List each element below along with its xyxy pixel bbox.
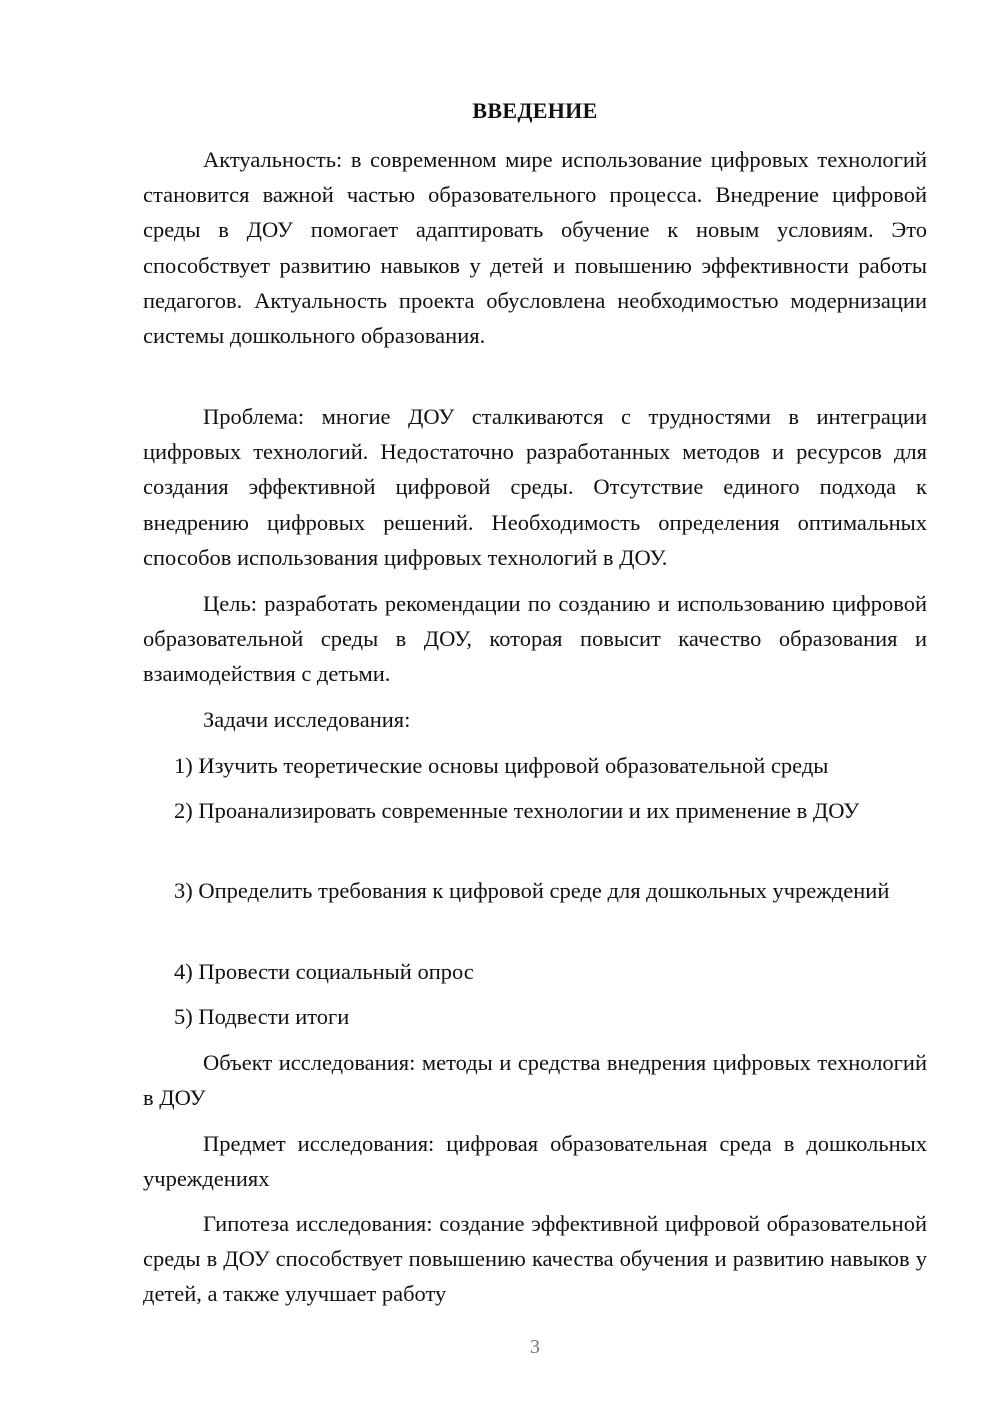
- paragraph-problem: Проблема: многие ДОУ сталкиваются с трудностями в интеграции цифровых технологий. Недостаточно разработанных методов и ресурсов для создания эффективной цифровой среды. Отсутствие единого подхода к внедрению цифровых решений. Необходимость определения оптимальных способов использования цифровых технологий в ДОУ.: [143, 404, 927, 570]
- paragraph-relevance: Актуальность: в современном мире использование цифровых технологий становится важной частью образовательного процесса. Внедрение цифровой среды в ДОУ помогает адаптировать обучение к новым условиям. Это способствует развитию навыков у детей и повышению эффективности работы педагогов. Актуальность проекта обусловлена необходимостью модернизации системы дошкольного образования.: [143, 147, 927, 349]
- task-item-3: 3) Определить требования к цифровой среде для дошкольных учреждений: [174, 878, 890, 903]
- paragraph-subject: Предмет исследования: цифровая образовательная среда в дошкольных учреждениях: [143, 1131, 927, 1192]
- tasks-title: Задачи исследования:: [203, 707, 411, 732]
- task-item-1: 1) Изучить теоретические основы цифровой образовательной среды: [174, 753, 829, 778]
- task-item-5: 5) Подвести итоги: [174, 1004, 350, 1029]
- paragraph-object: Объект исследования: методы и средства внедрения цифровых технологий в ДОУ: [143, 1050, 927, 1111]
- page-title: ВВЕДЕНИЕ: [472, 98, 598, 123]
- task-item-2: 2) Проанализировать современные технологии и их применение в ДОУ: [174, 798, 860, 823]
- paragraph-goal: Цель: разработать рекомендации по созданию и использованию цифровой образовательной среды в ДОУ, которая повысит качество образования и взаимодействия с детьми.: [143, 591, 927, 687]
- paragraph-hypothesis: Гипотеза исследования: создание эффективной цифровой образовательной среды в ДОУ способствует повышению качества обучения и развитию навыков у детей, а также улучшает работу: [143, 1211, 927, 1307]
- task-item-4: 4) Провести социальный опрос: [174, 959, 474, 984]
- page-number: 3: [530, 1336, 540, 1358]
